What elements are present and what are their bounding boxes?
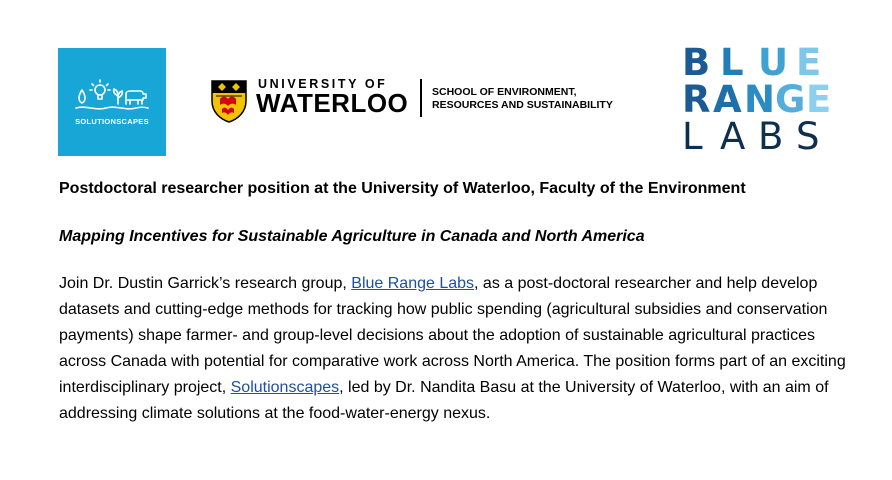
blue-range-labs-letter: B (682, 41, 714, 84)
blue-range-labs-letter: G (775, 78, 809, 121)
solutionscapes-logo (58, 48, 166, 156)
blue-range-labs-letter: S (796, 115, 823, 158)
paragraph-text-3: , led by Dr. Nandita Basu at the University of Waterloo, with an aim of addressing climate solutions at the food-water-energy nexus. (59, 379, 829, 422)
position-title: Postdoctoral researcher position at the University of Waterloo, Faculty of the Environment (59, 180, 746, 197)
blue-range-labs-letter: A (720, 115, 749, 158)
blue-range-labs-letter: L (720, 41, 747, 84)
blue-range-labs-logo (682, 41, 842, 158)
blue-range-labs-link[interactable]: Blue Range Labs (351, 275, 475, 292)
project-subtitle: Mapping Incentives for Sustainable Agriculture in Canada and North America (59, 228, 645, 245)
blue-range-labs-letter: E (796, 41, 825, 84)
waterloo-school-line2: RESOURCES AND SUSTAINABILITY (432, 99, 613, 111)
solutionscapes-link[interactable]: Solutionscapes (230, 379, 340, 396)
blue-range-labs-letter: A (713, 78, 745, 121)
waterloo-wordmark: WATERLOO (256, 88, 409, 118)
waterloo-university-of: UNIVERSITY OF (258, 77, 388, 91)
waterloo-school-line1: SCHOOL OF ENVIRONMENT, (432, 86, 577, 98)
solutionscapes-logo-text: SOLUTIONSCAPES (75, 117, 149, 126)
blue-range-labs-letter: B (758, 115, 787, 158)
blue-range-labs-row-range (682, 78, 842, 121)
paragraph-text-2: , as a post-doctoral researcher and help develop datasets and cutting-edge methods for tracking how public spending (agricultural subsidies and conservation payments) shape farmer- and group-level decisions about the adoption of sustainable agricultural practices across Canada with potential for comparative work across North America. The position forms part of an exciting interdisciplinary project, (59, 275, 846, 396)
waterloo-divider (420, 79, 422, 117)
waterloo-crest-icon (210, 79, 248, 123)
blue-range-labs-letter: R (682, 78, 714, 121)
blue-range-labs-letter: U (758, 41, 792, 84)
blue-range-labs-letter: E (806, 78, 835, 121)
waterloo-school-name (432, 86, 613, 112)
blue-range-labs-row-labs (682, 115, 842, 158)
blue-range-labs-letter: N (744, 78, 778, 121)
blue-range-labs-letter: L (682, 115, 706, 158)
blue-range-labs-row-blue (682, 41, 842, 84)
solutionscapes-emblem-icon (74, 76, 150, 116)
paragraph-text-1: Join Dr. Dustin Garrick’s research group, (59, 275, 352, 292)
description-paragraph (59, 271, 849, 427)
